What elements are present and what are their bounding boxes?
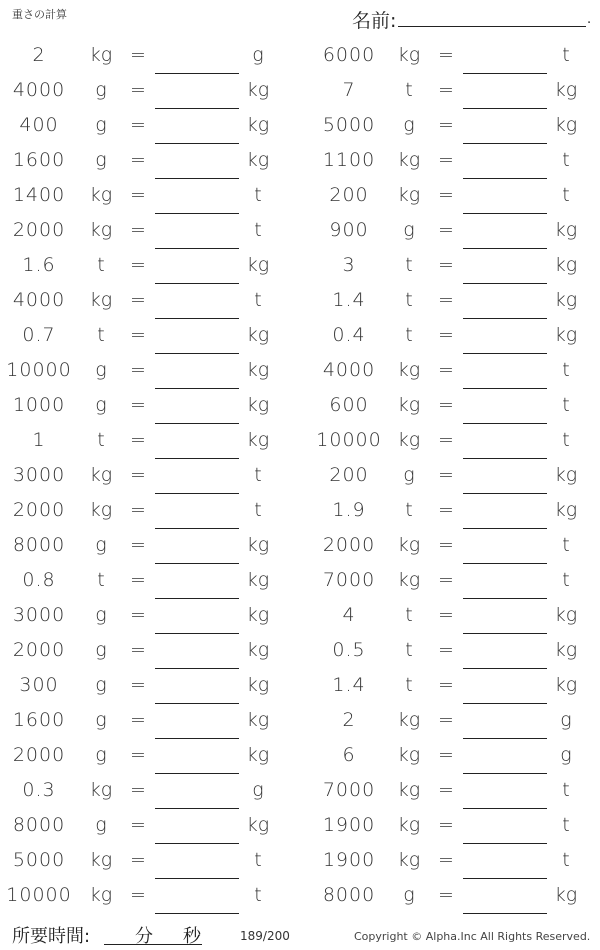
problem-row [0, 843, 600, 878]
source-unit: kg [397, 149, 421, 171]
problem-value: 3000 [12, 604, 66, 626]
target-unit: t [562, 779, 570, 801]
source-unit: g [403, 464, 415, 486]
problem-value: 200 [329, 184, 369, 206]
equals-sign: = [130, 709, 146, 731]
target-unit: kg [554, 324, 578, 346]
target-unit: kg [554, 289, 578, 311]
source-unit: g [95, 114, 107, 136]
problem-value: 8000 [12, 534, 66, 556]
problem-value: 8000 [12, 814, 66, 836]
source-unit: g [95, 639, 107, 661]
problem-grid [0, 38, 600, 913]
problem-value: 1600 [12, 149, 66, 171]
problem-row [0, 143, 600, 178]
problem-row [0, 423, 600, 458]
equals-sign: = [130, 429, 146, 451]
problem-row [0, 738, 600, 773]
source-unit: kg [89, 44, 113, 66]
source-unit: t [405, 499, 413, 521]
source-unit: g [95, 604, 107, 626]
name-dot: . [587, 12, 592, 27]
target-unit: kg [246, 744, 270, 766]
problem-row [0, 213, 600, 248]
problem-value: 2 [342, 709, 356, 731]
target-unit: kg [246, 534, 270, 556]
source-unit: kg [397, 184, 421, 206]
source-unit: g [95, 709, 107, 731]
problem-value: 8000 [322, 884, 376, 906]
equals-sign: = [438, 219, 454, 241]
target-unit: kg [246, 639, 270, 661]
target-unit: kg [246, 709, 270, 731]
equals-sign: = [438, 149, 454, 171]
source-unit: g [95, 359, 107, 381]
source-unit: t [405, 79, 413, 101]
equals-sign: = [130, 604, 146, 626]
equals-sign: = [130, 149, 146, 171]
problem-value: 2 [32, 44, 46, 66]
equals-sign: = [130, 744, 146, 766]
target-unit: kg [554, 219, 578, 241]
problem-value: 300 [19, 674, 59, 696]
problem-row [0, 248, 600, 283]
problem-value: 2000 [12, 744, 66, 766]
equals-sign: = [438, 779, 454, 801]
page-number: 189/200 [240, 929, 290, 943]
problem-row [0, 808, 600, 843]
target-unit: kg [554, 674, 578, 696]
problem-value: 1900 [322, 814, 376, 836]
equals-sign: = [130, 324, 146, 346]
problem-row [0, 73, 600, 108]
source-unit: t [97, 569, 105, 591]
target-unit: g [560, 709, 572, 731]
equals-sign: = [130, 569, 146, 591]
target-unit: kg [246, 604, 270, 626]
source-unit: kg [397, 849, 421, 871]
source-unit: kg [397, 709, 421, 731]
equals-sign: = [130, 289, 146, 311]
source-unit: kg [397, 359, 421, 381]
problem-row [0, 878, 600, 913]
name-label: 名前: [352, 10, 397, 32]
problem-value: 10000 [316, 429, 382, 451]
equals-sign: = [438, 464, 454, 486]
equals-sign: = [438, 254, 454, 276]
source-unit: kg [397, 779, 421, 801]
name-write-line[interactable] [398, 26, 586, 27]
source-unit: g [95, 79, 107, 101]
source-unit: g [95, 744, 107, 766]
source-unit: kg [397, 534, 421, 556]
target-unit: g [252, 779, 264, 801]
name-field [352, 4, 592, 30]
target-unit: t [254, 464, 262, 486]
equals-sign: = [438, 184, 454, 206]
problem-value: 3000 [12, 464, 66, 486]
problem-value: 10000 [6, 884, 72, 906]
equals-sign: = [438, 849, 454, 871]
problem-row [0, 668, 600, 703]
equals-sign: = [130, 464, 146, 486]
target-unit: kg [246, 674, 270, 696]
source-unit: kg [89, 779, 113, 801]
minutes-label: 分 [135, 926, 153, 947]
equals-sign: = [130, 359, 146, 381]
equals-sign: = [438, 744, 454, 766]
problem-value: 200 [329, 464, 369, 486]
source-unit: kg [397, 394, 421, 416]
equals-sign: = [130, 849, 146, 871]
target-unit: kg [246, 79, 270, 101]
target-unit: kg [246, 359, 270, 381]
problem-row [0, 318, 600, 353]
problem-value: 2000 [322, 534, 376, 556]
problem-value: 1900 [322, 849, 376, 871]
equals-sign: = [130, 184, 146, 206]
problem-value: 7000 [322, 779, 376, 801]
problem-value: 7000 [322, 569, 376, 591]
target-unit: kg [246, 569, 270, 591]
problem-row [0, 458, 600, 493]
problem-row [0, 178, 600, 213]
equals-sign: = [438, 604, 454, 626]
equals-sign: = [130, 114, 146, 136]
source-unit: kg [397, 569, 421, 591]
problem-value: 3 [342, 254, 356, 276]
problem-row [0, 598, 600, 633]
equals-sign: = [130, 499, 146, 521]
target-unit: kg [246, 324, 270, 346]
problem-value: 2000 [12, 219, 66, 241]
equals-sign: = [438, 814, 454, 836]
equals-sign: = [130, 674, 146, 696]
equals-sign: = [438, 114, 454, 136]
source-unit: kg [89, 884, 113, 906]
problem-value: 2000 [12, 639, 66, 661]
target-unit: kg [554, 254, 578, 276]
source-unit: kg [397, 429, 421, 451]
target-unit: t [562, 569, 570, 591]
problem-value: 1100 [322, 149, 376, 171]
target-unit: kg [246, 149, 270, 171]
target-unit: t [562, 534, 570, 556]
worksheet-title: 重さの計算 [12, 8, 67, 21]
problem-row [0, 773, 600, 808]
source-unit: t [405, 254, 413, 276]
problem-value: 4000 [322, 359, 376, 381]
source-unit: g [95, 149, 107, 171]
equals-sign: = [438, 499, 454, 521]
target-unit: t [254, 289, 262, 311]
problem-value: 7 [342, 79, 356, 101]
target-unit: t [562, 184, 570, 206]
problem-value: 5000 [12, 849, 66, 871]
answer-blank[interactable] [463, 913, 547, 914]
target-unit: t [254, 219, 262, 241]
source-unit: kg [89, 184, 113, 206]
source-unit: g [95, 534, 107, 556]
problem-value: 400 [19, 114, 59, 136]
source-unit: g [95, 674, 107, 696]
source-unit: kg [89, 849, 113, 871]
problem-value: 1600 [12, 709, 66, 731]
target-unit: t [254, 849, 262, 871]
problem-value: 1.4 [332, 674, 366, 696]
problem-value: 6000 [322, 44, 376, 66]
source-unit: kg [89, 464, 113, 486]
equals-sign: = [130, 44, 146, 66]
source-unit: kg [397, 814, 421, 836]
equals-sign: = [438, 569, 454, 591]
problem-row [0, 38, 600, 73]
target-unit: kg [246, 114, 270, 136]
equals-sign: = [438, 709, 454, 731]
problem-value: 0.5 [332, 639, 366, 661]
equals-sign: = [130, 884, 146, 906]
problem-value: 4 [342, 604, 356, 626]
source-unit: kg [89, 289, 113, 311]
target-unit: kg [554, 604, 578, 626]
source-unit: t [405, 639, 413, 661]
equals-sign: = [438, 324, 454, 346]
target-unit: t [254, 884, 262, 906]
target-unit: kg [554, 884, 578, 906]
equals-sign: = [130, 779, 146, 801]
source-unit: g [403, 114, 415, 136]
target-unit: kg [554, 499, 578, 521]
problem-value: 2000 [12, 499, 66, 521]
equals-sign: = [438, 639, 454, 661]
problem-value: 1.9 [332, 499, 366, 521]
problem-value: 0.4 [332, 324, 366, 346]
equals-sign: = [130, 219, 146, 241]
seconds-label: 秒 [183, 926, 201, 947]
source-unit: t [97, 429, 105, 451]
source-unit: t [97, 324, 105, 346]
equals-sign: = [130, 639, 146, 661]
equals-sign: = [438, 534, 454, 556]
equals-sign: = [130, 814, 146, 836]
equals-sign: = [438, 359, 454, 381]
equals-sign: = [438, 429, 454, 451]
problem-row [0, 283, 600, 318]
target-unit: t [254, 184, 262, 206]
problem-row [0, 563, 600, 598]
source-unit: g [403, 219, 415, 241]
target-unit: kg [246, 814, 270, 836]
problem-value: 10000 [6, 359, 72, 381]
target-unit: g [252, 44, 264, 66]
source-unit: kg [397, 744, 421, 766]
source-unit: t [97, 254, 105, 276]
target-unit: t [562, 394, 570, 416]
source-unit: kg [89, 499, 113, 521]
source-unit: kg [397, 44, 421, 66]
equals-sign: = [130, 79, 146, 101]
problem-value: 4000 [12, 79, 66, 101]
source-unit: t [405, 604, 413, 626]
equals-sign: = [438, 394, 454, 416]
source-unit: kg [89, 219, 113, 241]
target-unit: kg [246, 394, 270, 416]
problem-value: 1.4 [332, 289, 366, 311]
problem-value: 0.7 [22, 324, 56, 346]
problem-row [0, 528, 600, 563]
target-unit: g [560, 744, 572, 766]
target-unit: kg [554, 464, 578, 486]
problem-row [0, 388, 600, 423]
target-unit: kg [554, 79, 578, 101]
problem-value: 1 [32, 429, 46, 451]
problem-value: 4000 [12, 289, 66, 311]
target-unit: kg [554, 639, 578, 661]
problem-row [0, 633, 600, 668]
source-unit: t [405, 289, 413, 311]
problem-value: 6 [342, 744, 356, 766]
equals-sign: = [438, 674, 454, 696]
problem-row [0, 703, 600, 738]
problem-value: 1.6 [22, 254, 56, 276]
problem-value: 5000 [322, 114, 376, 136]
target-unit: t [562, 44, 570, 66]
source-unit: t [405, 674, 413, 696]
target-unit: kg [554, 114, 578, 136]
target-unit: t [562, 359, 570, 381]
answer-blank[interactable] [155, 913, 239, 914]
problem-value: 0.8 [22, 569, 56, 591]
problem-value: 900 [329, 219, 369, 241]
target-unit: t [562, 149, 570, 171]
problem-value: 600 [329, 394, 369, 416]
problem-row [0, 108, 600, 143]
source-unit: g [403, 884, 415, 906]
problem-row [0, 353, 600, 388]
equals-sign: = [438, 884, 454, 906]
source-unit: t [405, 324, 413, 346]
problem-row [0, 493, 600, 528]
source-unit: g [95, 394, 107, 416]
target-unit: t [562, 429, 570, 451]
time-label: 所要時間: [12, 926, 91, 947]
target-unit: t [562, 814, 570, 836]
equals-sign: = [438, 79, 454, 101]
equals-sign: = [130, 254, 146, 276]
equals-sign: = [130, 394, 146, 416]
equals-sign: = [130, 534, 146, 556]
source-unit: g [95, 814, 107, 836]
target-unit: kg [246, 254, 270, 276]
equals-sign: = [438, 44, 454, 66]
problem-value: 1400 [12, 184, 66, 206]
problem-value: 0.3 [22, 779, 56, 801]
target-unit: t [562, 849, 570, 871]
problem-value: 1000 [12, 394, 66, 416]
copyright: Copyright © Alpha.Inc All Rights Reserved. [354, 930, 591, 943]
target-unit: kg [246, 429, 270, 451]
equals-sign: = [438, 289, 454, 311]
target-unit: t [254, 499, 262, 521]
